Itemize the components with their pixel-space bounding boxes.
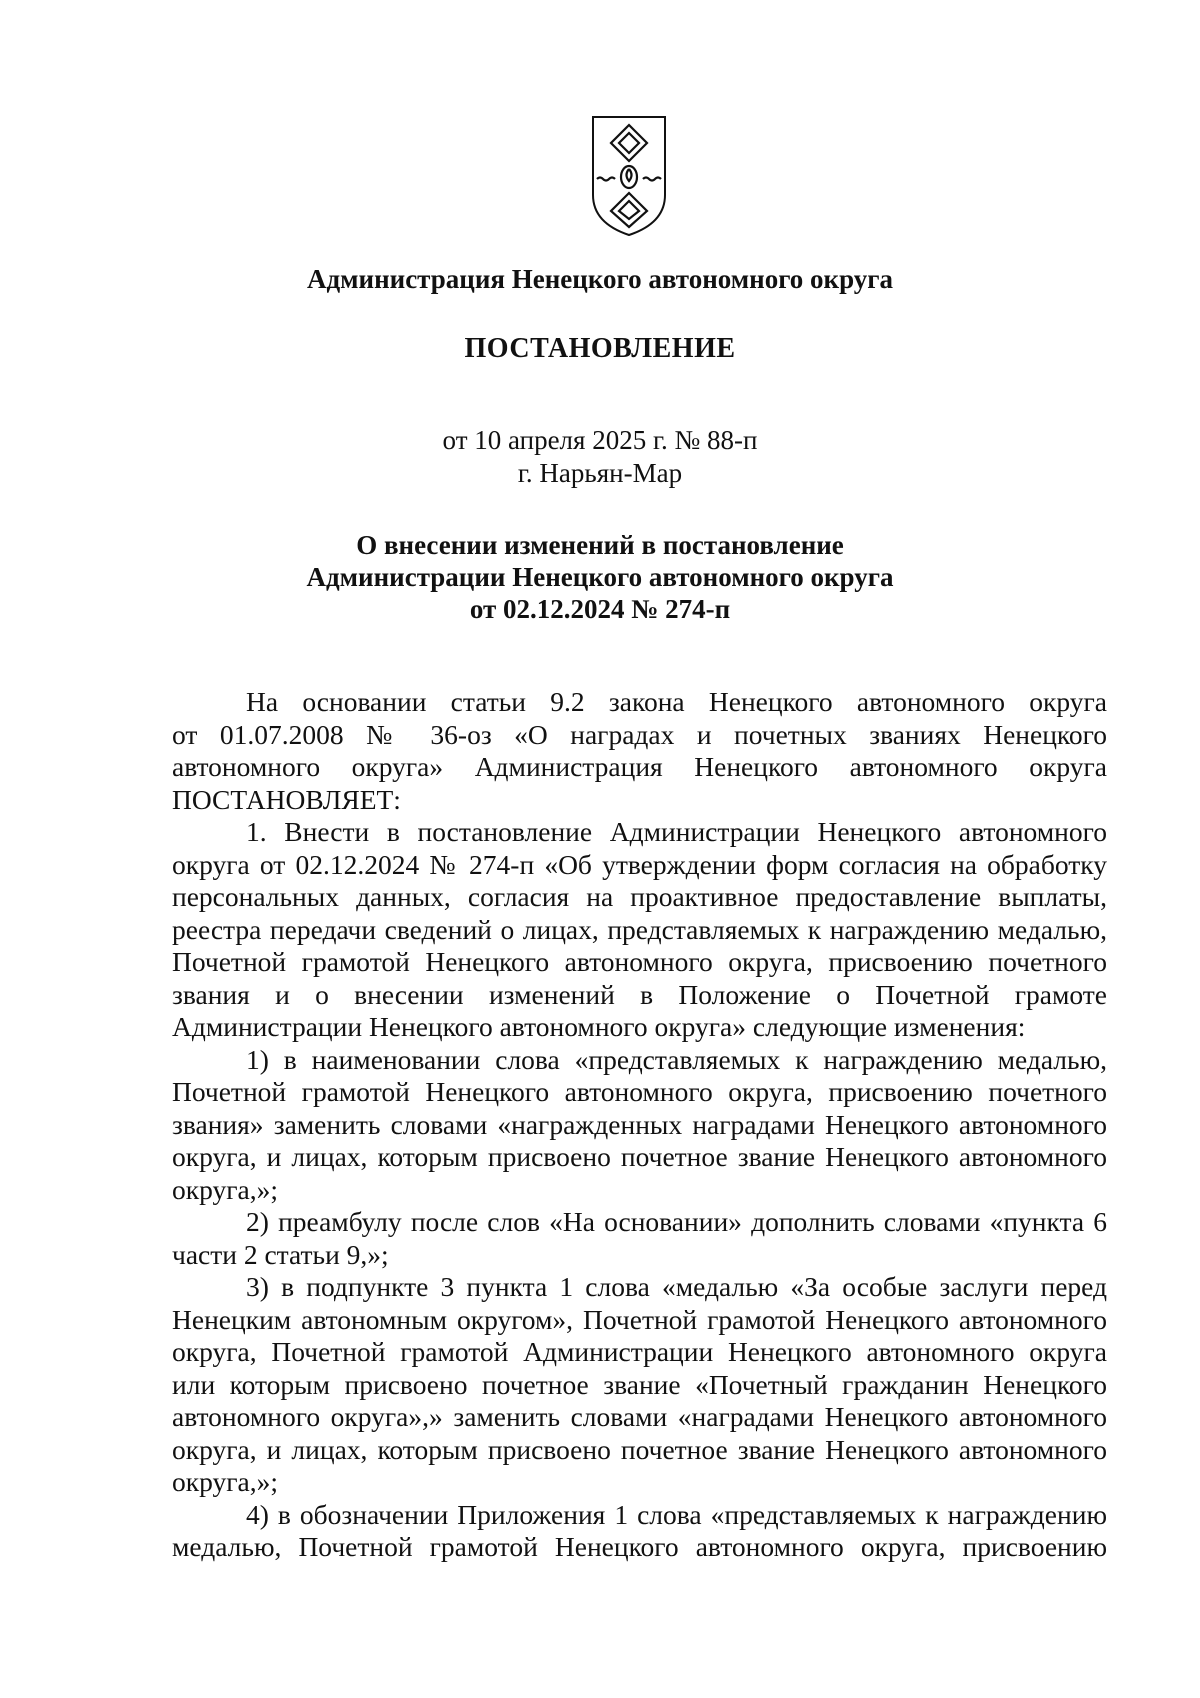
text-line: или которым присвоено почетное звание «Почетный гражданин Ненецкого [172, 1368, 1107, 1400]
text-line: автономного округа»,» заменить словами «наградами Ненецкого автономного [172, 1401, 1107, 1432]
subitem-3-paragraph [172, 1271, 1107, 1499]
organization-name: Администрация Ненецкого автономного округа [306, 264, 894, 294]
text-line: части 2 статьи 9,»; [172, 1238, 389, 1270]
title-line: О внесении изменений в постановление [356, 530, 844, 560]
text-line: округа, и лицах, которым присвоено почетное звание Ненецкого автономного [172, 1141, 1107, 1172]
subitem-2-paragraph [172, 1206, 1107, 1271]
preamble-paragraph [172, 686, 1107, 816]
text-line: округа от 02.12.2024 № 274-п «Об утверждении форм согласия на обработку [172, 848, 1107, 880]
coat-of-arms-emblem [589, 113, 669, 239]
text-line: На основании статьи 9.2 закона Ненецкого автономного округа [246, 686, 1107, 717]
text-line: 2) преамбулу после слов «На основании» дополнить словами «пункта 6 [246, 1206, 1107, 1237]
text-line: Ненецким автономным округом», Почетной грамотой Ненецкого автономного [172, 1303, 1107, 1335]
document-city: г. Нарьян-Мар [517, 458, 683, 488]
item-1-paragraph [172, 816, 1107, 1044]
text-line: Почетной грамотой Ненецкого автономного округа, присвоению почетного [172, 946, 1107, 977]
document-body [172, 686, 1107, 1564]
text-line: 4) в обозначении Приложения 1 слова «представляемых к награждению [246, 1498, 1107, 1530]
text-line: округа, Почетной грамотой Администрации Ненецкого автономного округа [172, 1336, 1107, 1367]
text-line: округа,»; [172, 1466, 278, 1497]
text-line: персональных данных, согласия на проактивное предоставление выплаты, [172, 881, 1107, 912]
text-line: округа,»; [172, 1173, 278, 1205]
text-line: Почетной грамотой Ненецкого автономного округа, присвоению почетного [172, 1076, 1107, 1107]
text-line: реестра передачи сведений о лицах, представляемых к награждению медалью, [172, 913, 1107, 945]
text-line: от 01.07.2008 № 36-оз «О наградах и почетных званиях Ненецкого [172, 718, 1107, 750]
subitem-4-paragraph [172, 1499, 1107, 1564]
text-line: звания и о внесении изменений в Положение о Почетной грамоте [172, 978, 1107, 1010]
text-line: 1) в наименовании слова «представляемых к награждению медалью, [246, 1043, 1107, 1075]
document-title [0, 529, 1200, 625]
subitem-1-paragraph [172, 1044, 1107, 1207]
text-line: 3) в подпункте 3 пункта 1 слова «медалью «За особые заслуги перед [246, 1271, 1107, 1302]
text-line: округа, и лицах, которым присвоено почетное звание Ненецкого автономного [172, 1433, 1107, 1465]
document-type: ПОСТАНОВЛЕНИЕ [464, 333, 736, 364]
text-line: Администрации Ненецкого автономного округа» следующие изменения: [172, 1011, 1026, 1042]
title-line: Администрации Ненецкого автономного округа [306, 562, 894, 592]
text-line: медалью, Почетной грамотой Ненецкого автономного округа, присвоению [172, 1531, 1107, 1562]
text-line: 1. Внести в постановление Администрации Ненецкого автономного [246, 816, 1107, 847]
text-line: автономного округа» Администрация Ненецкого автономного округа [172, 751, 1107, 782]
text-line: звания» заменить словами «награжденных наградами Ненецкого автономного [172, 1108, 1107, 1140]
text-line: ПОСТАНОВЛЯЕТ: [172, 783, 401, 815]
title-line: от 02.12.2024 № 274-п [469, 594, 731, 624]
document-date-number: от 10 апреля 2025 г. № 88-п [442, 425, 758, 455]
